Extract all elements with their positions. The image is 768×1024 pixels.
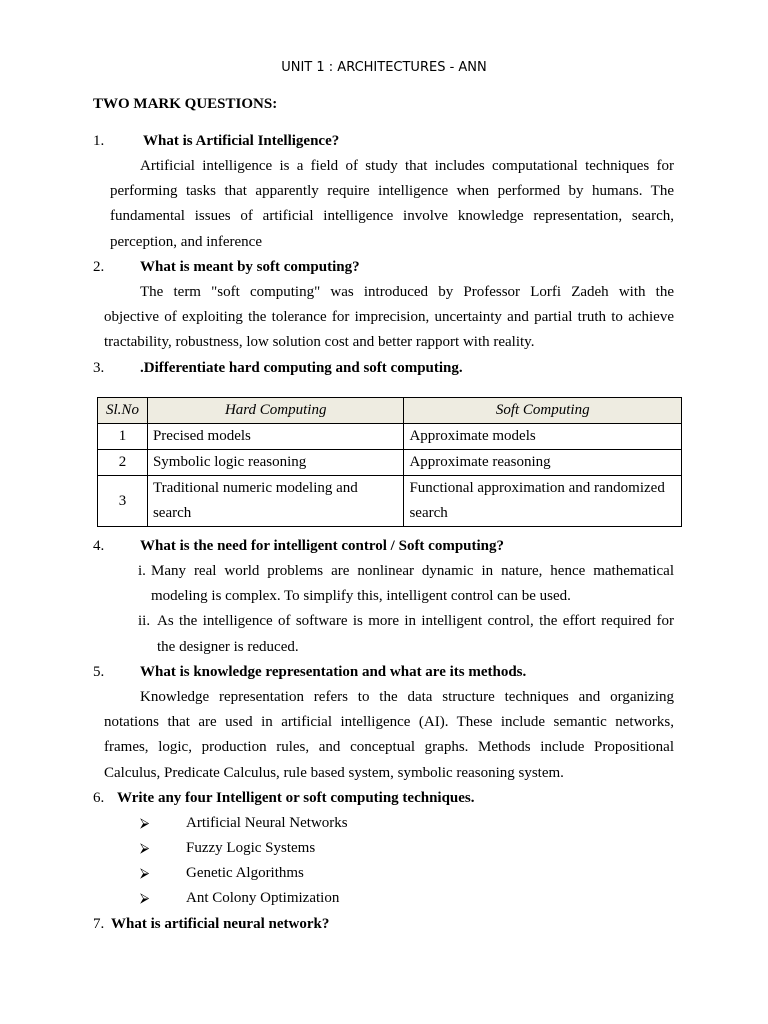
cell-soft	[404, 476, 682, 527]
list-item: Ant Colony Optimization	[186, 890, 340, 906]
question-number: 2.	[93, 259, 105, 275]
table-row	[98, 476, 682, 527]
answer-line: the designer is reduced.	[157, 639, 299, 655]
answer-line: Calculus, Predicate Calculus, rule based system, symbolic reasoning system.	[104, 765, 564, 781]
answer-line: Artificial intelligence is a field of study that includes computational techniques for	[140, 158, 674, 174]
arrowhead-bullet-icon: ⮚	[140, 891, 150, 906]
answer-line: modeling is complex. To simplify this, intelligent control can be used.	[151, 588, 571, 604]
comparison-table	[97, 397, 682, 527]
table-row	[98, 424, 682, 450]
cell-hard: Symbolic logic reasoning	[147, 450, 404, 476]
question-number: 5.	[93, 664, 105, 680]
cell-hard: Precised models	[147, 424, 404, 450]
question-text: What is the need for intelligent control / Soft computing?	[140, 538, 505, 554]
cell-slno: 3	[98, 476, 148, 527]
page-title: UNIT 1 : ARCHITECTURES - ANN	[281, 60, 487, 75]
answer-line: fundamental issues of artificial intelligence involve knowledge representation, search,	[110, 208, 674, 224]
cell-line: Functional approximation and randomized	[409, 480, 665, 496]
list-item: Artificial Neural Networks	[186, 815, 348, 831]
question-number: 7.	[93, 916, 105, 932]
question-text: .Differentiate hard computing and soft computing.	[140, 360, 463, 376]
arrowhead-bullet-icon: ⮚	[140, 816, 150, 831]
column-header-hard: Hard Computing	[147, 398, 404, 424]
answer-line: Many real world problems are nonlinear dynamic in nature, hence mathematical	[151, 563, 674, 579]
cell-soft: Approximate reasoning	[404, 450, 682, 476]
column-header-slno: Sl.No	[98, 398, 148, 424]
answer-line: As the intelligence of software is more in intelligent control, the effort required for	[157, 613, 674, 629]
cell-soft: Approximate models	[404, 424, 682, 450]
cell-hard	[147, 476, 404, 527]
answer-line: frames, logic, production rules, and conceptual graphs. Methods include Propositional	[104, 739, 674, 755]
answer-line: perception, and inference	[110, 234, 262, 250]
list-item: Fuzzy Logic Systems	[186, 840, 316, 856]
cell-line: search	[152, 505, 192, 521]
answer-line: tractability, robustness, low solution cost and better rapport with reality.	[104, 334, 535, 350]
section-title: TWO MARK QUESTIONS:	[93, 96, 278, 112]
question-number: 6.	[93, 790, 105, 806]
question-number: 1.	[93, 133, 105, 149]
arrowhead-bullet-icon: ⮚	[140, 866, 150, 881]
question-number: 3.	[93, 360, 105, 376]
column-header-soft: Soft Computing	[404, 398, 682, 424]
question-text: What is Artificial Intelligence?	[143, 133, 340, 149]
list-marker: i.	[138, 563, 146, 579]
question-text: Write any four Intelligent or soft computing techniques.	[117, 790, 475, 806]
answer-line: performing tasks that apparently require intelligence when performed by humans. The	[110, 183, 674, 199]
answer-line: notations that are used in artificial intelligence (AI). These include semantic networks,	[104, 714, 674, 730]
table-header-row	[98, 398, 682, 424]
list-item: Genetic Algorithms	[186, 865, 304, 881]
question-text: What is knowledge representation and what are its methods.	[140, 664, 527, 680]
list-marker: ii.	[138, 613, 151, 629]
question-text: What is meant by soft computing?	[140, 259, 360, 275]
answer-line: The term "soft computing" was introduced by Professor Lorfi Zadeh with the	[140, 284, 674, 300]
cell-slno: 2	[98, 450, 148, 476]
answer-line: Knowledge representation refers to the data structure techniques and organizing	[140, 689, 674, 705]
table-row	[98, 450, 682, 476]
cell-slno: 1	[98, 424, 148, 450]
cell-line: search	[409, 505, 448, 521]
question-number: 4.	[93, 538, 105, 554]
answer-line: objective of exploiting the tolerance for imprecision, uncertainty and partial truth to achieve	[104, 309, 674, 325]
arrowhead-bullet-icon: ⮚	[140, 841, 150, 856]
question-text: What is artificial neural network?	[111, 916, 330, 932]
cell-line: Traditional numeric modeling and	[152, 480, 358, 496]
